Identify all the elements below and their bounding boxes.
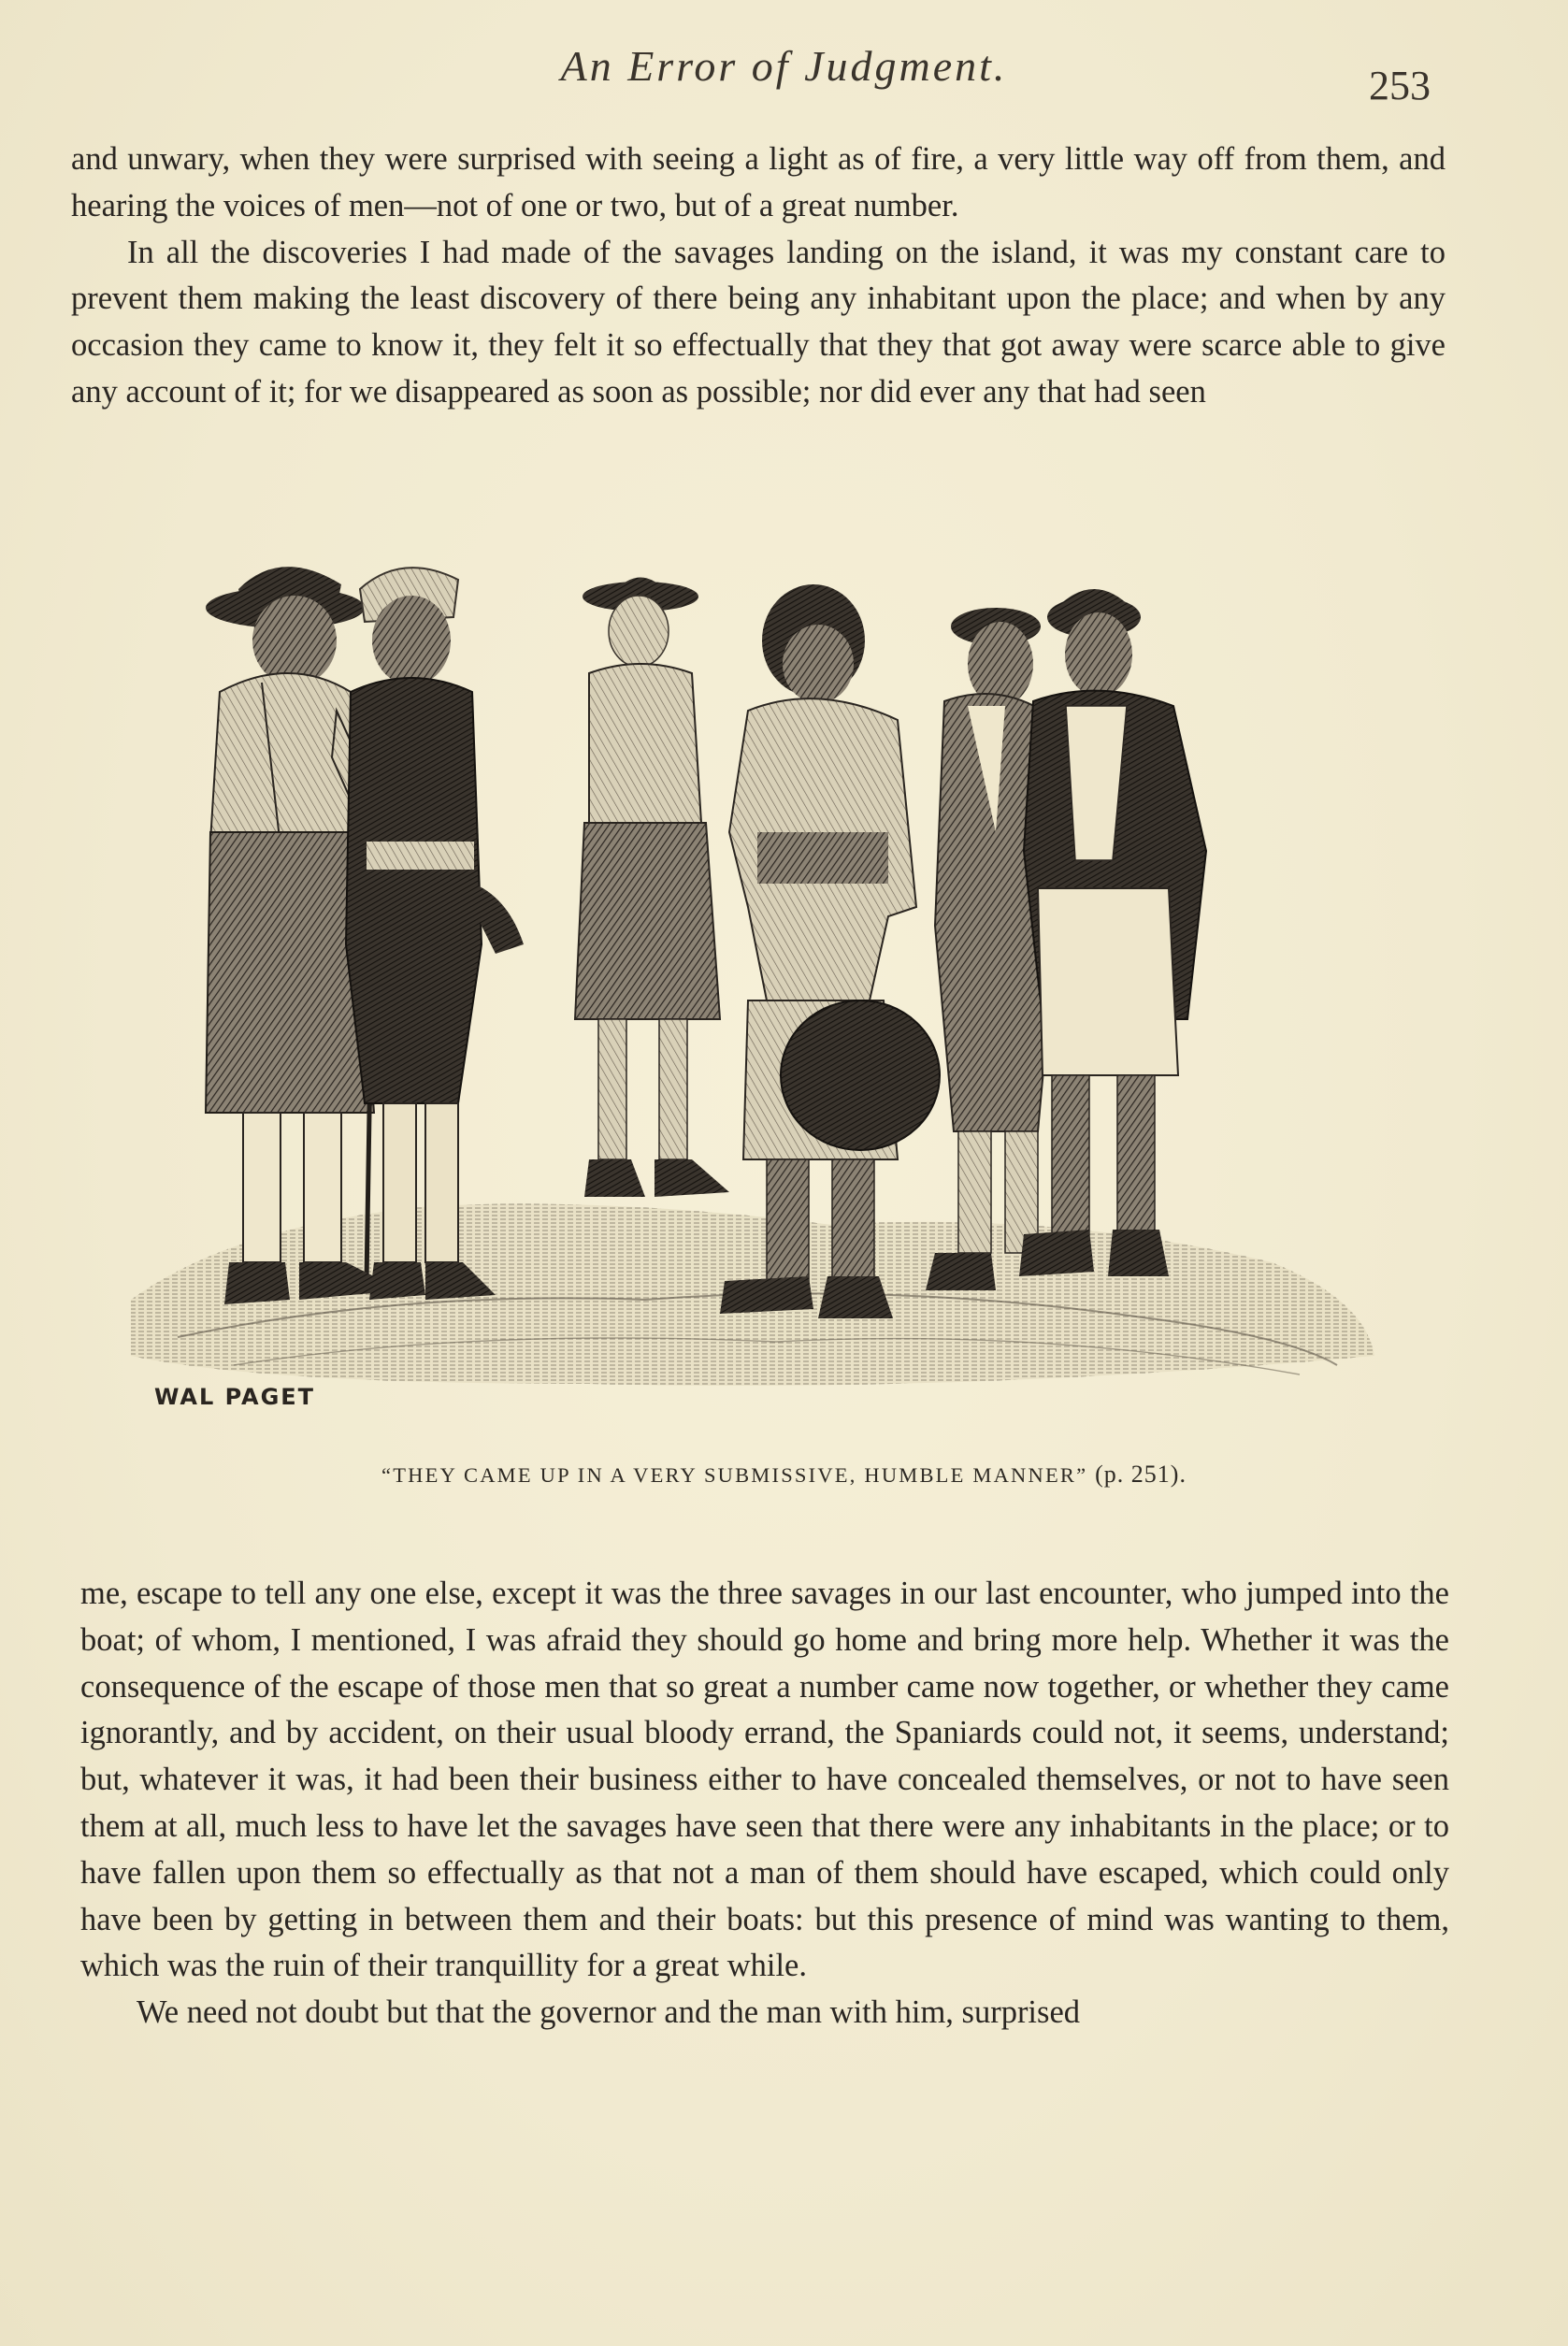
paragraph-discoveries: In all the discoveries I had made of the savages landing on the island, it was my constant care to prevent them making the least discovery of there being any inhabitant upon the place; and when by any occasion they came to know it, they felt it so effectually that they that got away were scarce able to give any account of it; for we disappeared as soon as possible; nor did ever any that had seen xyxy=(71,234,1446,410)
paragraph-escape: me, escape to tell any one else, except it was the three savages in our last encounter, who jumped into the boat; of whom, I mentioned, I was afraid they should go home and bring more help. Whether it was the consequence of the escape of those men that so great a number came now together, or whether they came ignorantly, and by accident, on their usual bloody errand, the Spaniards could not, it seems, understand; but, whatever it was, it had been their business either to have concealed themselves, or not to have seen them at all, much less to have let the savages have seen that there were any inhabitants in the place; or to have fallen upon them so effectually as that not a man of them should have escaped, which could only have been by getting in between them and their boats: but this presence of mind was wanting to them, which was the ruin of their tranquillity for a great while. xyxy=(80,1576,1449,1984)
caption-text: “THEY CAME UP IN A VERY SUBMISSIVE, HUMBLE MANNER” xyxy=(381,1463,1088,1487)
figure-man-dark-coat xyxy=(1019,589,1206,1276)
page-number: 253 xyxy=(1369,63,1431,108)
running-title: An Error of Judgment. xyxy=(560,42,1008,90)
figure-caption xyxy=(0,1461,1568,1489)
engraving-illustration xyxy=(122,552,1393,1393)
figure-man-holding-hat xyxy=(720,584,940,1318)
paragraph-governor: We need not doubt but that the governor and the man with him, surprised xyxy=(137,1994,1081,2031)
figure-man-plumed-hat xyxy=(346,568,524,1300)
figure-young-man-round-hat xyxy=(575,578,729,1198)
bottom-text-block xyxy=(80,1571,1449,2037)
top-text-block xyxy=(71,137,1446,416)
artist-signature: WAL PAGET xyxy=(154,1384,316,1410)
paragraph-continued: and unwary, when they were surprised with seeing a light as of fire, a very little way off from them, and hearing the voices of men—not of one or two, but of a great number. xyxy=(71,141,1446,223)
caption-page-reference: (p. 251). xyxy=(1095,1461,1187,1488)
